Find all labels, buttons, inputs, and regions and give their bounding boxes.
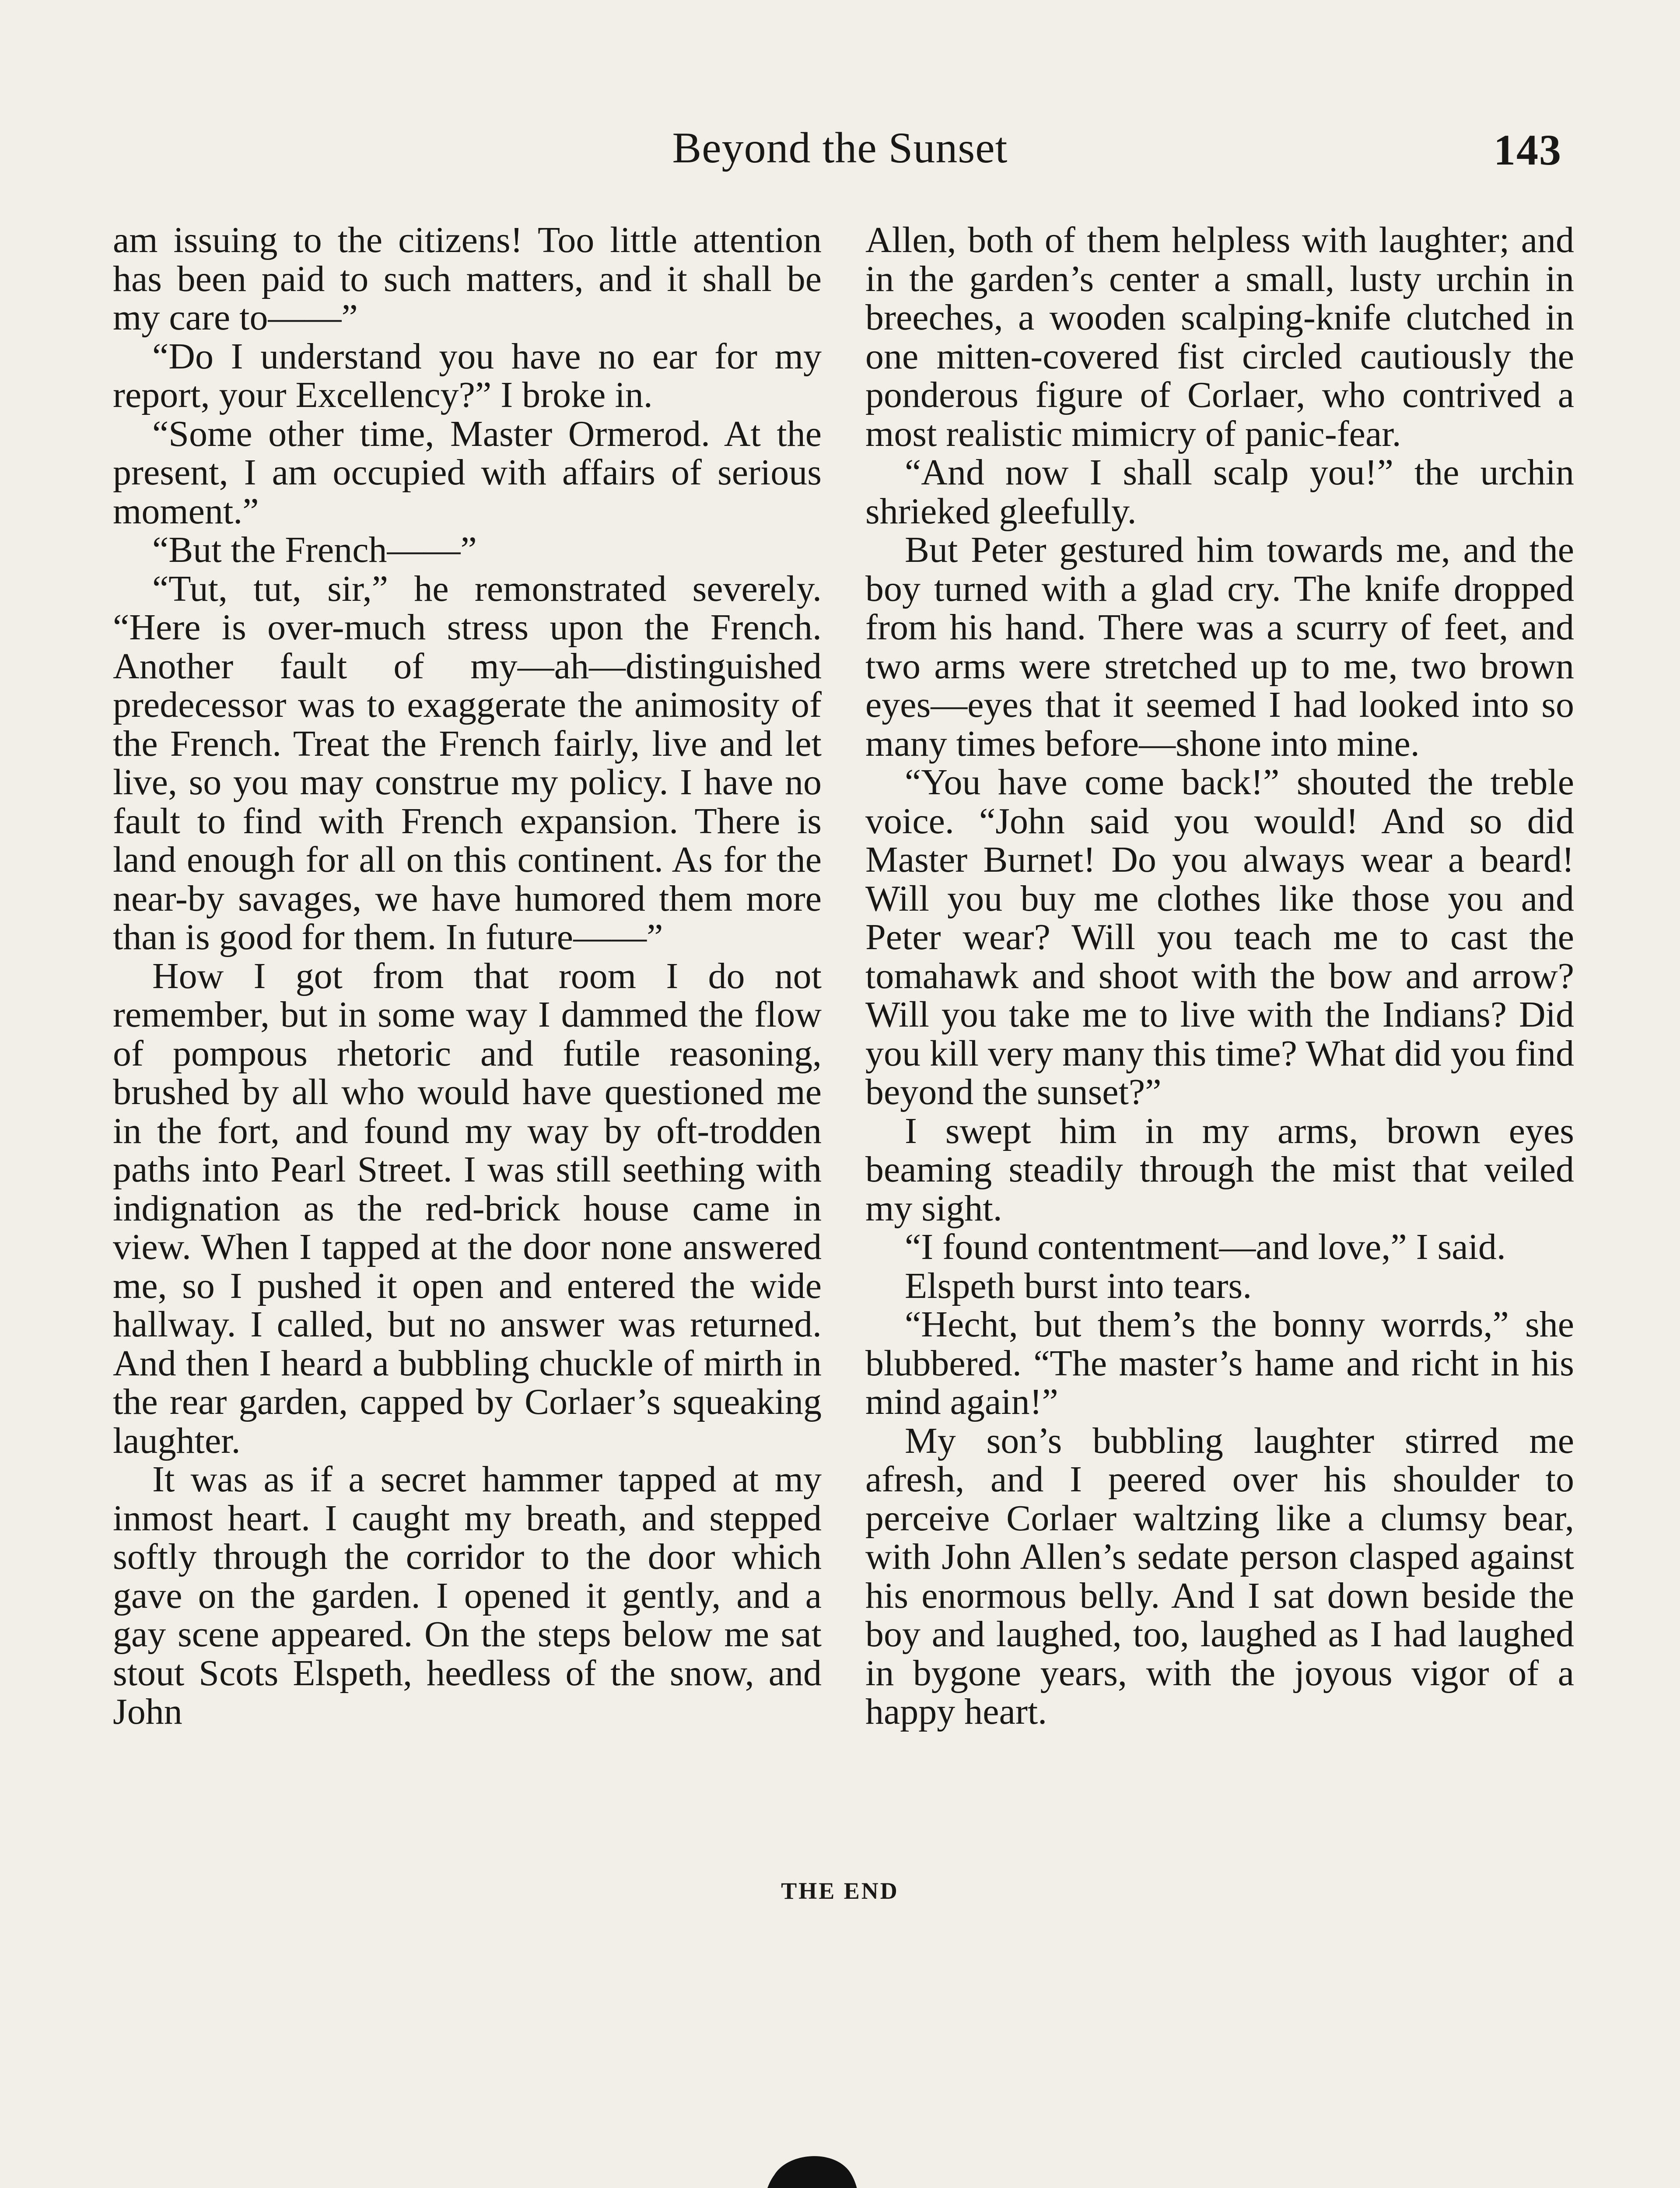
right-text-column [865, 221, 1574, 1732]
paragraph: “And now I shall scalp you!” the urchin shrieked gleefully. [865, 452, 1574, 532]
paragraph: “You have come back!” shouted the treble voice. “John said you would! And so did Master Burnet! Do you always wear a beard! Will you buy me clothes like those you and Peter wear? Will you teach me to cast the tomahawk and shoot with the bow and arrow? Will you take me to live with the Indians? Did you kill very many this time? What did you find beyond the sunset?” [865, 762, 1574, 1112]
paragraph: Elspeth burst into tears. [905, 1265, 1252, 1306]
page-number: 143 [1494, 126, 1562, 174]
paragraph: “Some other time, Master Ormerod. At the present, I am occupied with affairs of serious moment.” [113, 413, 822, 532]
paragraph: But Peter gestured him towards me, and the boy turned with a glad cry. The knife dropped from his hand. There was a scurry of feet, and two arms were stretched up to me, two brown eyes—eyes that it seemed I had looked into so many times before—shone into mine. [865, 529, 1574, 764]
paragraph: “But the French——” [152, 529, 477, 570]
left-text-column [113, 221, 822, 1732]
paragraph: It was as if a secret hammer tapped at my inmost heart. I caught my breath, and stepped softly through the corridor to the door which gave on the garden. I opened it gently, and a gay scene appeared. On the steps below me sat stout Scots Elspeth, heedless of the snow, and John [113, 1459, 822, 1732]
paragraph: “Do I understand you have no ear for my report, your Excellency?” I broke in. [113, 336, 822, 415]
running-header-title: Beyond the Sunset [672, 123, 1008, 172]
paragraph: “Tut, tut, sir,” he remonstrated severely. “Here is over-much stress upon the French. Another fault of my—ah—distinguished predecessor was to exaggerate the animosity of the French. Treat the French fairly, live and let live, so you may construe my policy. I have no fault to find with French expansion. There is land enough for all on this continent. As for the near-by savages, we have humored them more than is good for them. In future——” [113, 568, 822, 957]
paragraph: How I got from that room I do not remember, but in some way I dammed the flow of pompous rhetoric and futile reasoning, brushed by all who would have questioned me in the fort, and found my way by oft-trodden paths into Pearl Street. I was still seething with indignation as the red-brick house came in view. When I tapped at the door none answered me, so I pushed it open and entered the wide hallway. I called, but no answer was returned. And then I heard a bubbling chuckle of mirth in the rear garden, capped by Corlaer’s squeaking laughter. [113, 955, 822, 1461]
paragraph: My son’s bubbling laughter stirred me afresh, and I peered over his shoulder to perceive Corlaer waltzing like a clumsy bear, with John Allen’s sedate person clasped against his enormous belly. And I sat down beside the boy and laughed, too, laughed as I had laughed in bygone years, with the joyous vigor of a happy heart. [865, 1420, 1574, 1732]
paragraph: Allen, both of them helpless with laughter; and in the garden’s center a small, lusty urchin in breeches, a wooden scalping-knife clutched in one mitten-covered fist circled cautiously the ponderous figure of Corlaer, who contrived a most realistic mimicry of panic-fear. [865, 220, 1574, 454]
paragraph: “I found contentment—and love,” I said. [905, 1227, 1506, 1267]
the-end-mark: THE END [781, 1878, 899, 1904]
indian-head-vignette-icon [718, 2144, 998, 2188]
paragraph: I swept him in my arms, brown eyes beaming steadily through the mist that veiled my sight. [865, 1110, 1574, 1229]
paragraph: am issuing to the citizens! Too little attention has been paid to such matters, and it shall be my care to——” [113, 220, 822, 338]
paragraph: “Hecht, but them’s the bonny worrds,” she blubbered. “The master’s hame and richt in his mind again!” [865, 1304, 1574, 1422]
